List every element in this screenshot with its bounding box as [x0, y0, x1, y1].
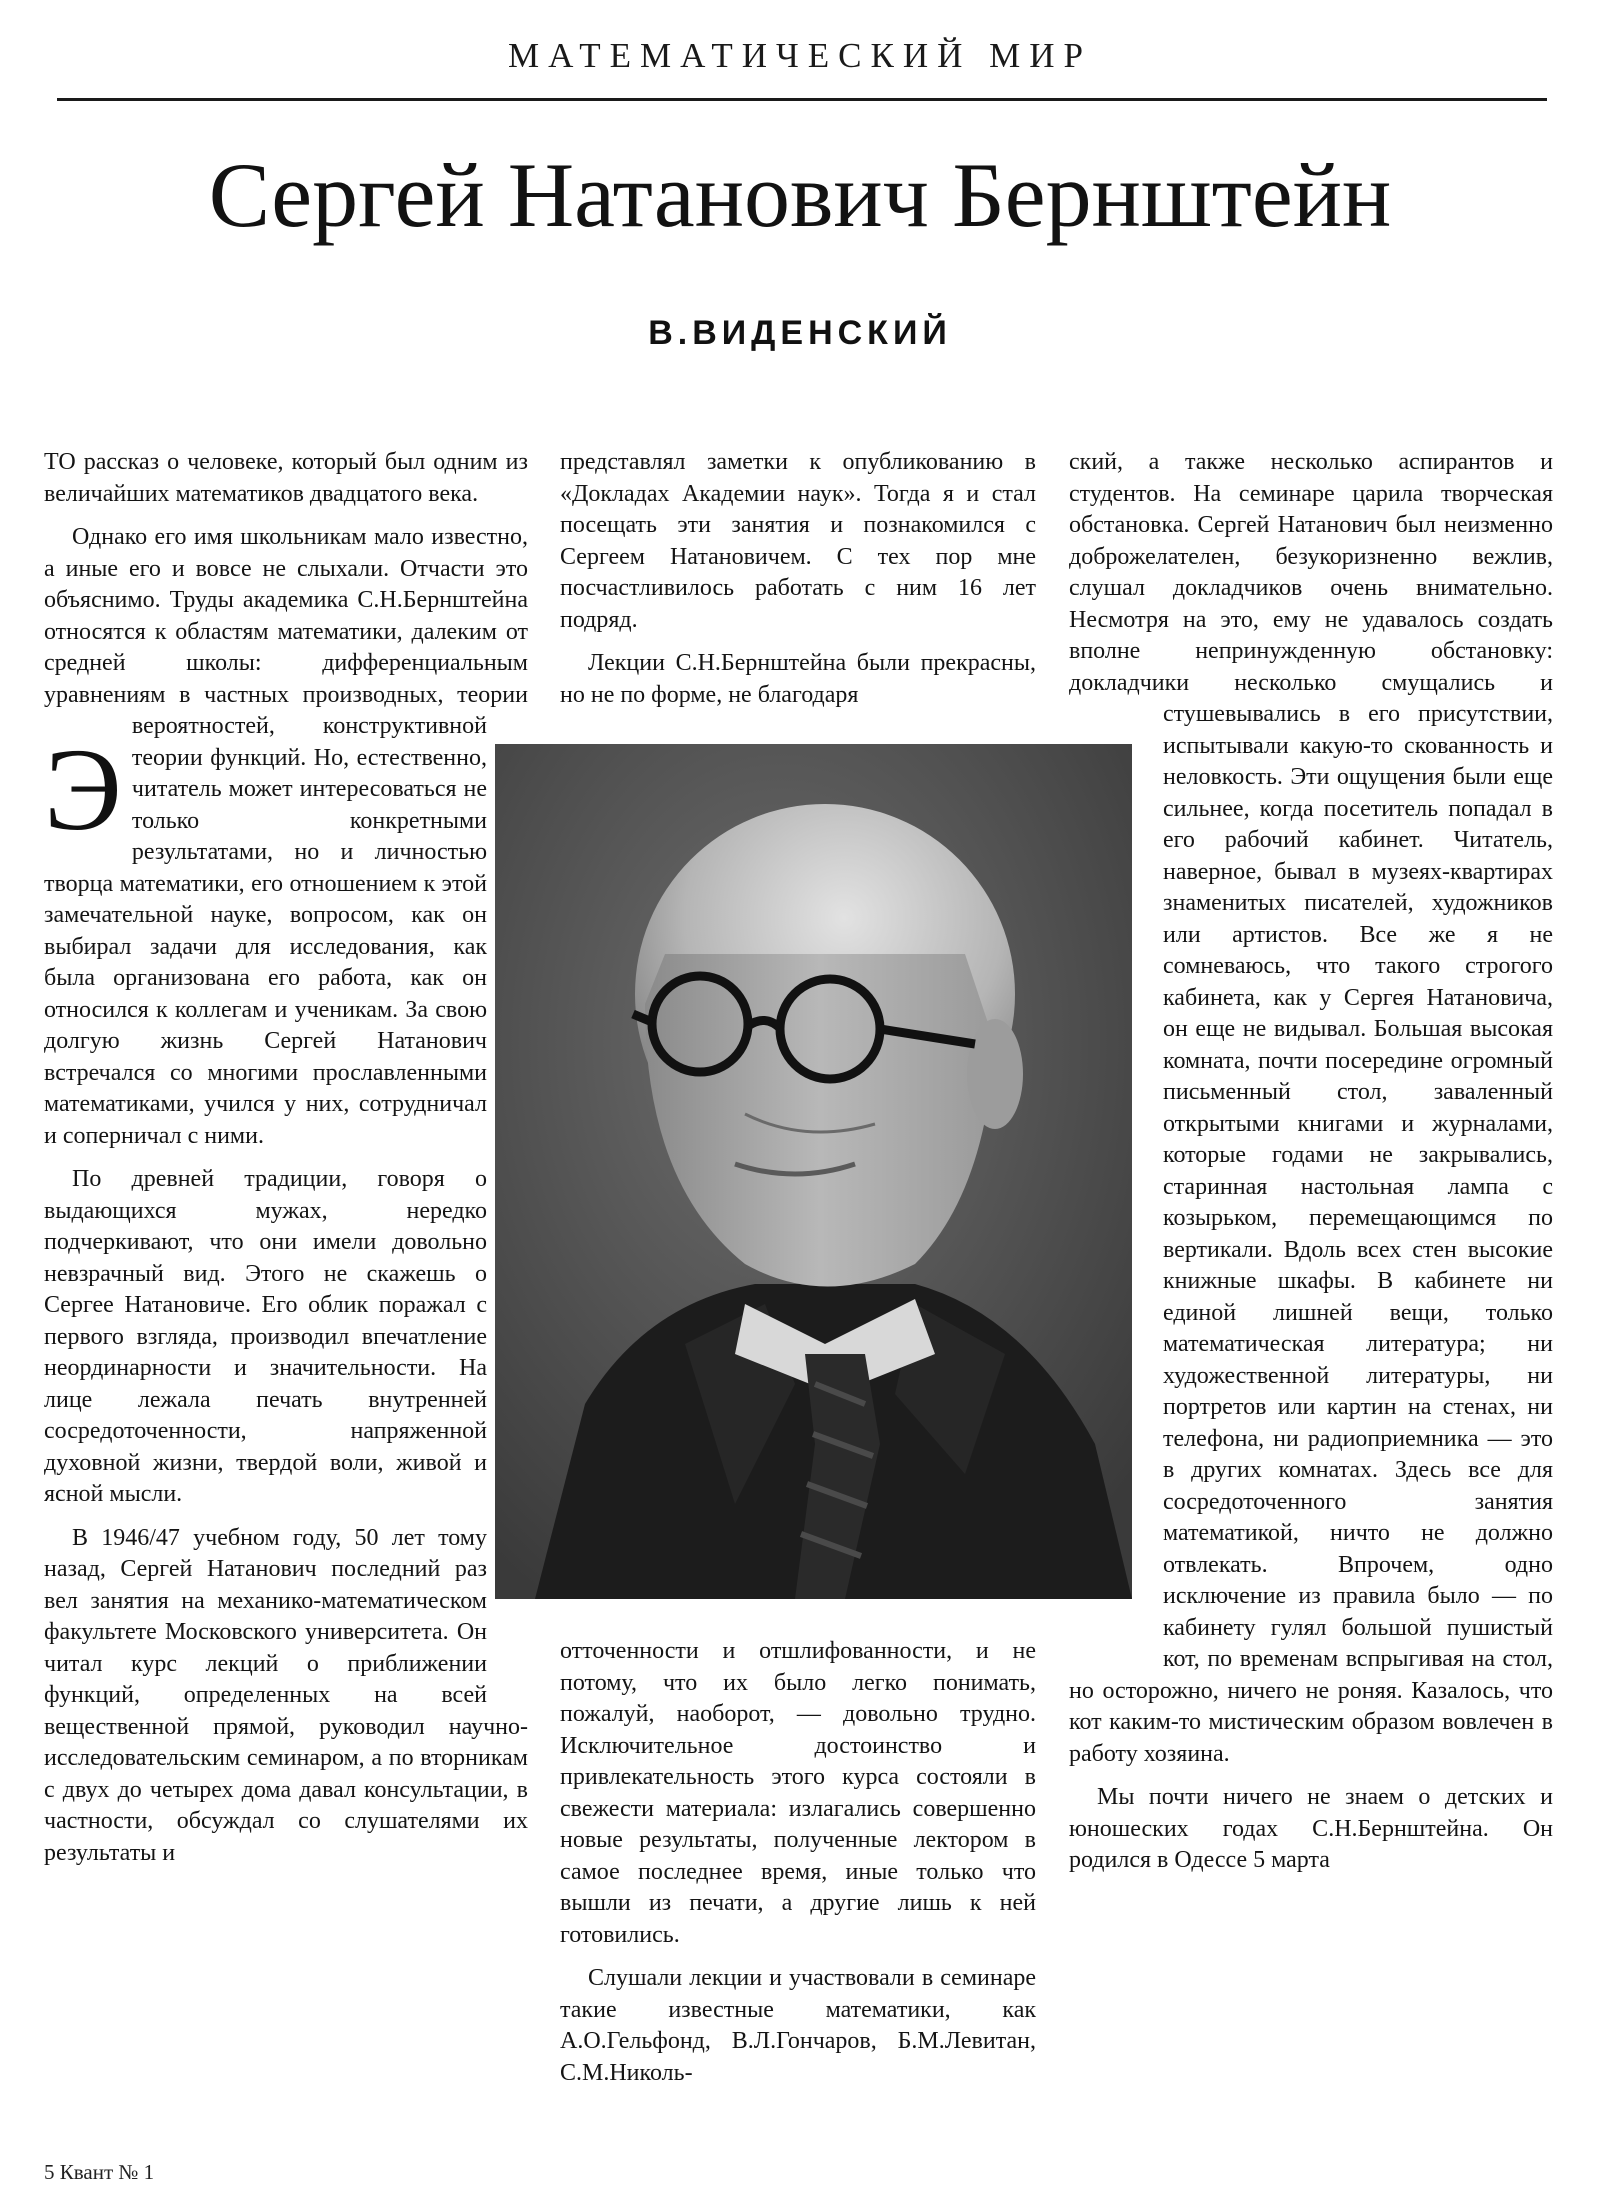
paragraph: В 1946/47 учебном году, 50 лет тому назад, Сергей Натанович последний раз вел занятия на механико-математическом факультете Московского университета. Он читал курс лекций о приближении функций, определенных на всей вещественной прямой, руководил научно-исследовательским семинаром, а по вторникам с двух до четырех дома давал консультации, в частности, обсуждал со слушателями их результаты и [44, 1524, 528, 1866]
page-folio: 5 Квант № 1 [44, 2160, 155, 2184]
text-column-2-bottom [560, 1636, 1036, 2166]
paragraph: Слушали лекции и участвовали в семинаре такие известные математики, как А.О.Гельфонд, В.Л.Гончаров, Б.М.Левитан, С.М.Николь- [560, 1965, 1036, 2086]
paragraph: представлял заметки к опубликованию в «Докладах Академии наук». Тогда я и стал посещать эти занятия и познакомился с Сергеем Натановичем. С тех пор мне посчастливилось работать с ним 16 лет подряд. [560, 449, 1036, 633]
paragraph: Э ТО рассказ о человеке, который был одним из величайших математиков двадцатого века. [44, 449, 528, 855]
text-column-1 [44, 447, 528, 2147]
drop-cap: Э [44, 724, 122, 855]
article-title: Сергей Натанович Бернштейн [208, 144, 1392, 246]
paragraph: Однако его имя школьникам мало известно, а иные его и вовсе не слыхали. Отчасти это объяснимо. Труды академика С.Н.Бернштейна относятся к областям математики, далеким от средней школы: дифференциальным уравнениям в частных производных, теории вероятностей, конструктивной теории функций. Но, естественно, читатель может интересоваться не только конкретными результатами, но и личностью творца математики, его отношением к этой замечательной науке, вопросом, как он выбирал задачи для исследования, как была организована его работа, как он относился к коллегам и ученикам. За свою долгую жизнь Сергей Натанович встречался со многими прославленными математиками, учился у них, сотрудничал и соперничал с ними. [44, 524, 528, 1149]
header-rule [57, 98, 1547, 101]
paragraph: Мы почти ничего не знаем о детских и юношеских годах С.Н.Бернштейна. Он родился в Одессе 5 марта [1069, 1784, 1553, 1873]
text-column-3 [1069, 447, 1553, 2147]
paragraph: отточенности и отшлифованности, и не потому, что их было легко понимать, пожалуй, наоборот, — довольно трудно. Исключительное достоинство и привлекательность этого курса состояли в свежести материала: излагались совершенно новые результаты, полученные лектором в самое последнее время, иные только что вышли из печати, а другие лишь к ней готовились. [560, 1638, 1036, 1948]
article-author: В.ВИДЕНСКИЙ [648, 314, 952, 352]
portrait-photo [495, 744, 1132, 1599]
paragraph: Лекции С.Н.Бернштейна были прекрасны, но не по форме, не благодаря [560, 650, 1036, 708]
section-header: МАТЕМАТИЧЕСКИЙ МИР [507, 36, 1093, 75]
paragraph: ский, а также несколько аспирантов и студентов. На семинаре царила творческая обстановка. Сергей Натанович был неизменно доброжелателен, безукоризненно вежлив, слушал докладчиков очень внимательно. Несмотря на это, ему не удавалось создать вполне непринужденную обстановку: докладчики несколько смущались и стушевывались в его присутствии, испытывали какую-то скованность и неловкость. Эти ощущения были еще сильнее, когда посетитель попадал в его рабочий кабинет. Читатель, наверное, бывал в музеях-квартирах знаменитых писателей, художников или артистов. Все же я не сомневаюсь, что такого строгого кабинета, как у Сергея Натановича, он еще не видывал. Большая высокая комната, почти посередине огромный письменный стол, заваленный открытыми книгами и журналами, которые годами не закрывались, старинная настольная лампа с козырьком, перемещающимся по вертикали. Вдоль всех стен высокие книжные шкафы. В кабинете ни единой лишней вещи, только математическая литература; ни художественной литературы, ни портретов или картин на стенах, ни телефона, ни радиоприемника — это в других комнатах. Здесь все для сосредоточенного занятия математикой, ничто не должно отвлекать. Впрочем, одно исключение из правила было — по кабинету гулял большой пушистый кот, по временам вспрыгивая на стол, но осторожно, ничего не роняя. Казалось, что кот каким-то мистическим образом вовлечен в работу хозяина. [1069, 449, 1553, 1767]
text-column-2-top [560, 447, 1036, 737]
paragraph: По древней традиции, говоря о выдающихся мужах, нередко подчеркивают, что они имели довольно невзрачный вид. Этого не скажешь о Сергее Натановиче. Его облик поражал с первого взгляда, производил впечатление неординарности и значительности. На лице лежала печать внутренней сосредоточенности, напряженной духовной жизни, твердой воли, живой и ясной мысли. [44, 1166, 487, 1507]
